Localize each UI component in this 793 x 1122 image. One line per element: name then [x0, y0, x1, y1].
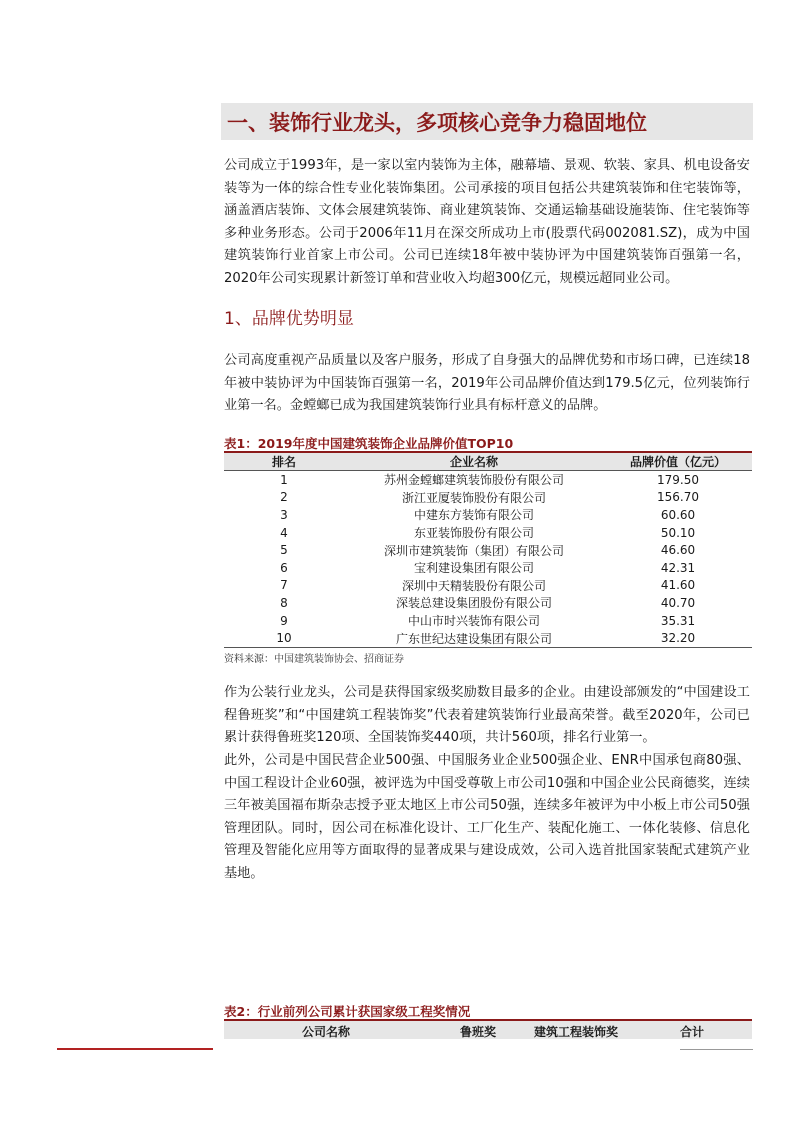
table2-header-row: [224, 1019, 752, 1039]
table-row: [224, 612, 752, 630]
cell-brand-value: 46.60: [660, 543, 696, 558]
table1-caption: 表1：2019年度中国建筑装饰企业品牌价值TOP10: [224, 436, 514, 451]
table2-caption: 表2：行业前列公司累计获国家级工程奖情况: [224, 1004, 471, 1019]
table-row: [224, 471, 752, 489]
table-row: [224, 629, 752, 647]
footer-divider-left: [57, 1048, 213, 1050]
footer-divider-right: [680, 1049, 753, 1050]
cell-brand-value: 179.50: [657, 472, 699, 487]
cell-brand-value: 42.31: [660, 560, 696, 575]
cell-brand-value: 41.60: [660, 578, 696, 593]
awards-paragraph-2: 此外，公司是中国民营企业500强、中国服务业企业500强企业、ENR中国承包商80强、中国工程设计企业60强，被评选为中国受尊敬上市公司10强和中国企业公民商德奖，连续三年被美国福布斯杂志授予亚太地区上市公司50强，连续多年被评为中小板上市公司50强管理团队。同时，因公司在标准化设计、工厂化生产、装配化施工、一体化装修、信息化管理及智能化应用等方面取得的显著成果与建设成效，公司入选首批国家装配式建筑产业基地。: [224, 753, 750, 881]
table-row: [224, 594, 752, 612]
table-row: [224, 489, 752, 507]
cell-rank: 2: [280, 490, 288, 505]
table-row: [224, 524, 752, 542]
subsection-title: 1、品牌优势明显: [224, 309, 354, 329]
table2-header-company: 公司名称: [302, 1025, 351, 1039]
brand-value-table: [224, 451, 752, 648]
cell-brand-value: 156.70: [657, 490, 699, 505]
header-brand-value: 品牌价值（亿元）: [604, 452, 752, 471]
table2-header-decoration-award: 建筑工程装饰奖: [534, 1025, 619, 1039]
table-body: [224, 471, 752, 648]
cell-company: 中建东方装饰有限公司: [413, 508, 534, 523]
intro-paragraph: 公司成立于1993年，是一家以室内装饰为主体，融幕墙、景观、软装、家具、机电设备安装等为一体的综合性专业化装饰集团。公司承接的项目包括公共建筑装饰和住宅装饰等，涵盖酒店装饰、文体会展建筑装饰、商业建筑装饰、交通运输基础设施装饰、住宅装饰等多种业务形态。公司于2006年11月在深交所成功上市(股票代码002081.SZ)，成为中国建筑装饰行业首家上市公司。公司已连续18年被中装协评为中国建筑装饰百强第一名，2020年公司实现累计新签订单和营业收入均超300亿元，规模远超同业公司。: [224, 158, 750, 286]
cell-rank: 6: [280, 560, 288, 575]
cell-brand-value: 50.10: [660, 525, 696, 540]
cell-rank: 1: [280, 472, 288, 487]
cell-rank: 8: [280, 595, 288, 610]
cell-brand-value: 60.60: [660, 507, 696, 522]
cell-rank: 3: [280, 507, 288, 522]
cell-rank: 7: [280, 578, 288, 593]
cell-company: 苏州金螳螂建筑装饰股份有限公司: [383, 473, 564, 488]
table-row: [224, 577, 752, 595]
cell-company: 广东世纪达建设集团有限公司: [344, 629, 604, 647]
cell-brand-value: 32.20: [604, 629, 752, 647]
cell-rank: 4: [280, 525, 288, 540]
awards-paragraph-1: 作为公装行业龙头，公司是获得国家级奖励数目最多的企业。由建设部颁发的“中国建设工程鲁班奖”和“中国建筑工程装饰奖”代表着建筑装饰行业最高荣誉。截至2020年，公司已累计获得鲁班奖120项、全国装饰奖440项，共计560项，排名行业第一。: [224, 685, 750, 746]
cell-rank: 9: [280, 613, 288, 628]
brand-paragraph: 公司高度重视产品质量以及客户服务，形成了自身强大的品牌优势和市场口碑，已连续18年被中装协评为中国装饰百强第一名，2019年公司品牌价值达到179.5亿元，位列装饰行业第一名。金螳螂已成为我国建筑装饰行业具有标杆意义的品牌。: [224, 353, 750, 414]
table2-header-total: 合计: [680, 1025, 705, 1039]
cell-company: 宝利建设集团有限公司: [413, 561, 534, 576]
cell-rank: 10: [224, 629, 344, 647]
table-row: [224, 541, 752, 559]
cell-brand-value: 40.70: [660, 595, 696, 610]
header-company: 企业名称: [344, 452, 604, 471]
cell-company: 深装总建设集团股份有限公司: [395, 596, 552, 611]
table-header-row: [224, 452, 752, 471]
table-row: [224, 559, 752, 577]
cell-company: 深圳中天精装股份有限公司: [401, 578, 546, 593]
cell-company: 东亚装饰股份有限公司: [413, 526, 534, 541]
section-heading-bar: [221, 103, 753, 140]
section-title: 一、装饰行业龙头，多项核心竞争力稳固地位: [227, 110, 647, 135]
table2-header-luban: 鲁班奖: [460, 1025, 497, 1039]
table-row: [224, 506, 752, 524]
cell-rank: 5: [280, 543, 288, 558]
cell-brand-value: 35.31: [660, 613, 696, 628]
header-rank: 排名: [224, 452, 344, 471]
cell-company: 中山市时兴装饰有限公司: [407, 614, 540, 629]
table1-source: 资料来源：中国建筑装饰协会、招商证券: [224, 654, 404, 665]
cell-company: 浙江亚厦装饰股份有限公司: [401, 490, 546, 505]
cell-company: 深圳市建筑装饰（集团）有限公司: [383, 543, 564, 558]
